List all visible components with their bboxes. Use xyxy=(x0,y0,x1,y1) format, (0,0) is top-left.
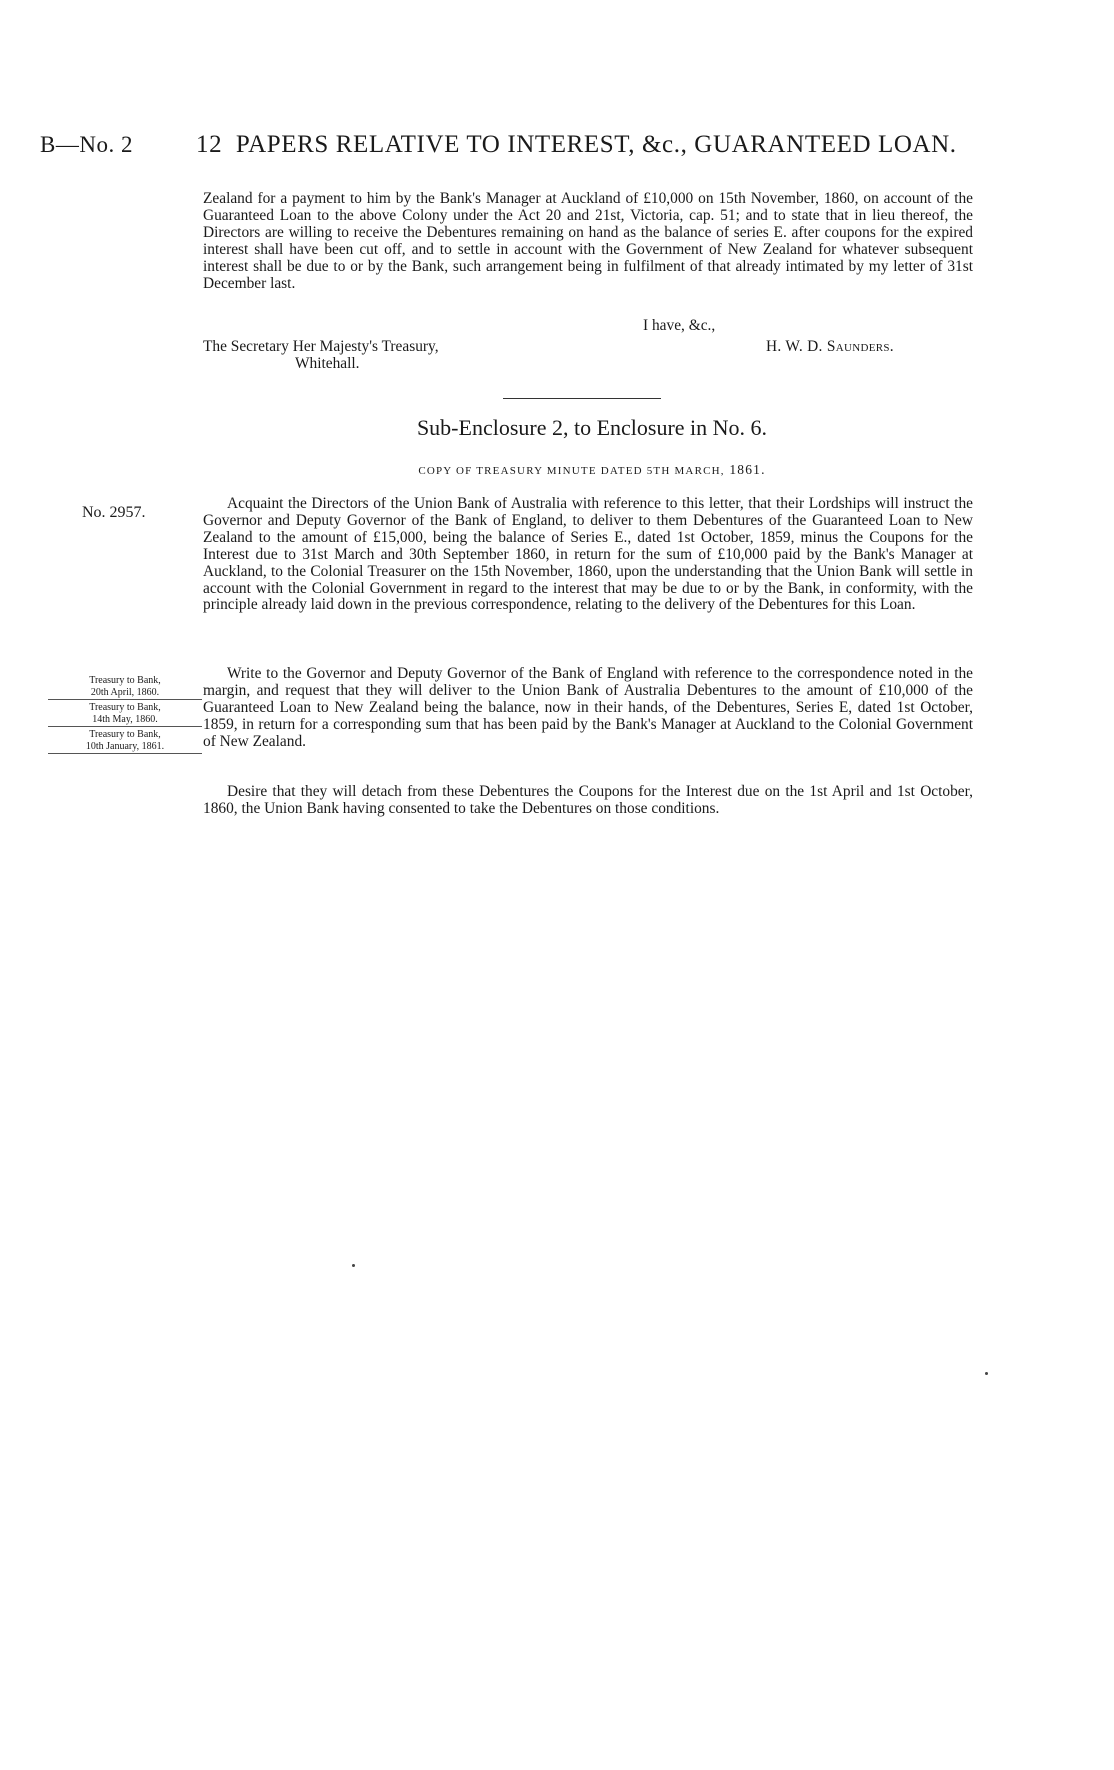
page-number: 12 xyxy=(196,131,223,158)
paper-speck xyxy=(352,1264,355,1267)
margin-note-date: 14th May, 1860. xyxy=(92,713,158,725)
margin-note xyxy=(48,726,202,754)
margin-note-line: Treasury to Bank, xyxy=(89,729,161,740)
margin-note xyxy=(48,673,202,699)
minute-title xyxy=(0,462,1114,478)
minute-paragraph-1: Acquaint the Directors of the Union Bank of Australia with reference to this letter, that their Lordships will instruct the Governor and Deputy Governor of the Bank of England, to deliver to them Debentures of the Guaranteed Loan to New Zealand to the amount of £15,000, being the balance of Series E., dated 1st October, 1859, minus the Coupons for the Interest due to 31st March and 30th September 1860, in return for the sum of £10,000 paid by the Bank's Manager at Auckland, to the Colonial Treasurer on the 15th November, 1860, upon the understanding that the Union Bank will settle in account with the Colonial Government in regard to the interest that may be due to or by the Bank, in conformity, with the principle already laid down in the previous correspondence, relating to the delivery of the Debentures for this Loan. xyxy=(203,495,973,614)
signature-initials: H. W. D. xyxy=(766,338,823,355)
margin-note-date: 10th January, 1861. xyxy=(85,740,165,752)
header-reference: B—No. 2 xyxy=(40,132,133,157)
margin-note-line: Treasury to Bank, xyxy=(89,675,161,686)
addressee-line-1: The Secretary Her Majesty's Treasury, xyxy=(203,338,439,355)
running-header xyxy=(196,131,957,159)
letter-addressee xyxy=(203,338,439,372)
letter-body: Zealand for a payment to him by the Bank's Manager at Auckland of £10,000 on 15th November, 1860, on account of the Guaranteed Loan to the above Colony under the Act 20 and 21st, Victoria, cap. 51; and to state that in lieu thereof, the Directors are willing to receive the Debentures remaining on hand as the balance of series E. after coupons for the expired interest shall have been cut off, and to settle in account with the Government of New Zealand for whatever subsequent interest shall be due to or by the Bank, such arrangement being in fulfilment of that already intimated by my letter of 31st December last. xyxy=(203,190,973,292)
minute-paragraph-2: Write to the Governor and Deputy Governor of the Bank of England with reference to the correspondence noted in the margin, and request that they will deliver to the Union Bank of Australia Debentures to the amount of £10,000 of the Guaranteed Loan to New Zealand being the balance, now in their hands, of the Debentures, Series E, dated 1st October, 1859, in return for a corresponding sum that has been paid by the Bank's Manager at Auckland to the Colonial Government of New Zealand. xyxy=(203,665,973,750)
reference-number: No. 2957. xyxy=(82,504,146,521)
paper-speck xyxy=(985,1372,988,1375)
letter-closing: I have, &c., xyxy=(643,317,716,334)
letter-signature xyxy=(766,338,894,356)
signature-surname: Saunders. xyxy=(826,338,894,355)
addressee-line-2: Whitehall. xyxy=(295,355,360,372)
margin-note-date: 20th April, 1860. xyxy=(90,686,160,698)
margin-note-line: Treasury to Bank, xyxy=(89,702,161,713)
section-divider xyxy=(503,398,661,399)
page-title: PAPERS RELATIVE TO INTEREST, &c., GUARANTEED LOAN. xyxy=(235,131,957,158)
minute-paragraph-3: Desire that they will detach from these Debentures the Coupons for the Interest due on the 1st April and 1st October, 1860, the Union Bank having consented to take the Debentures on those conditions. xyxy=(203,783,973,817)
sub-enclosure-heading: Sub-Enclosure 2, to Enclosure in No. 6. xyxy=(416,415,768,440)
minute-title-text: COPY OF TREASURY MINUTE DATED 5TH MARCH, xyxy=(418,465,725,477)
minute-year: 1861. xyxy=(729,462,766,477)
margin-note xyxy=(48,699,202,726)
margin-notes xyxy=(48,673,202,754)
